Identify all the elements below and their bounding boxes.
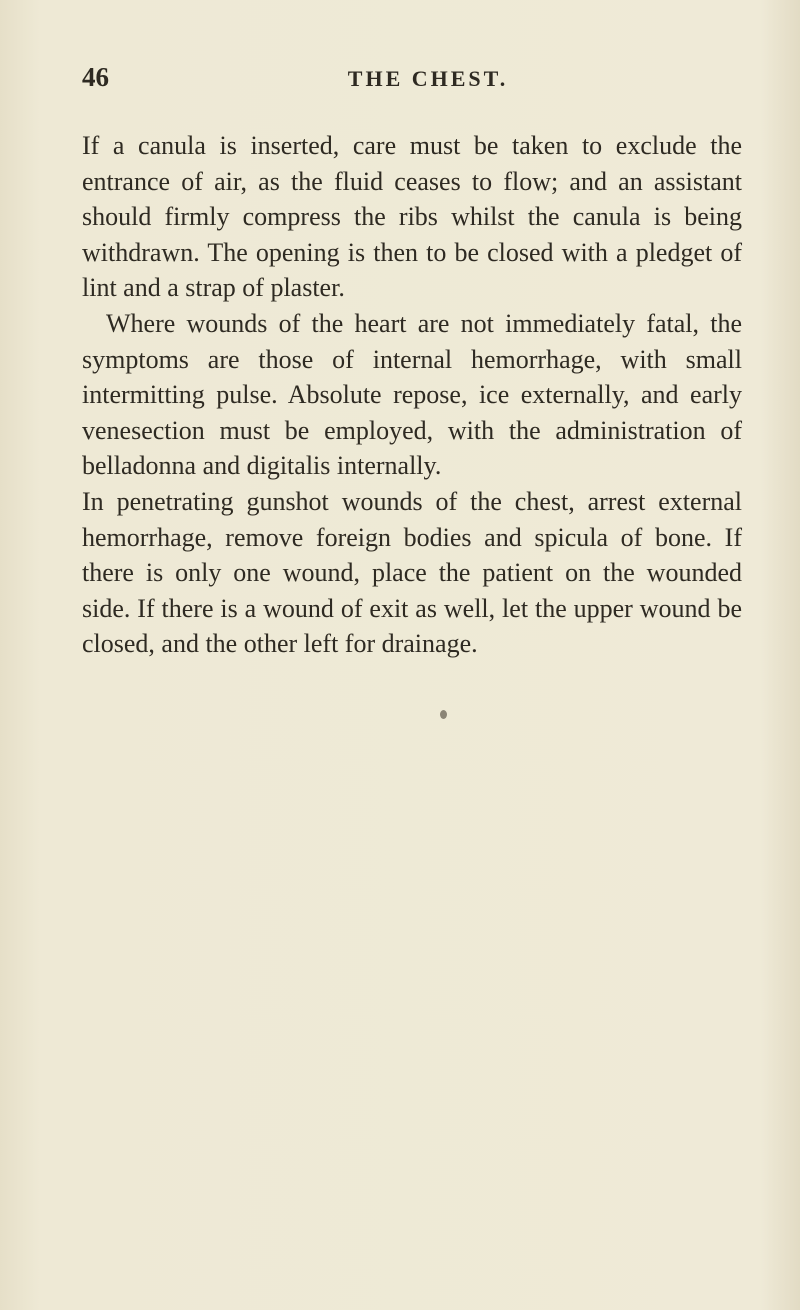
running-title: THE CHEST. <box>347 66 509 91</box>
running-head <box>82 62 740 102</box>
paragraph-heart-wounds: Where wounds of the heart are not immediately fatal, the symptoms are those of internal hemorrhage, with small intermitting pulse. Absolute repose, ice externally, and early venesection must be employed, with the administration of belladonna and digitalis internally. <box>82 308 742 481</box>
body-text <box>82 128 742 662</box>
ink-speck <box>440 710 447 719</box>
paragraph-gunshot-wounds: In penetrating gunshot wounds of the chest, arrest external hemorrhage, remove foreign bodies and spicula of bone. If there is only one wound, place the patient on the wounded side. If there is a wound of exit as well, let the upper wound be closed, and the other left for drainage. <box>82 486 742 659</box>
page-number: 46 <box>82 62 109 92</box>
paragraph-canula: If a canula is inserted, care must be taken to exclude the entrance of air, as the fluid ceases to flow; and an assistant should firmly compress the ribs whilst the canula is being withdrawn. The opening is then to be closed with a pledget of lint and a strap of plaster. <box>82 131 742 303</box>
